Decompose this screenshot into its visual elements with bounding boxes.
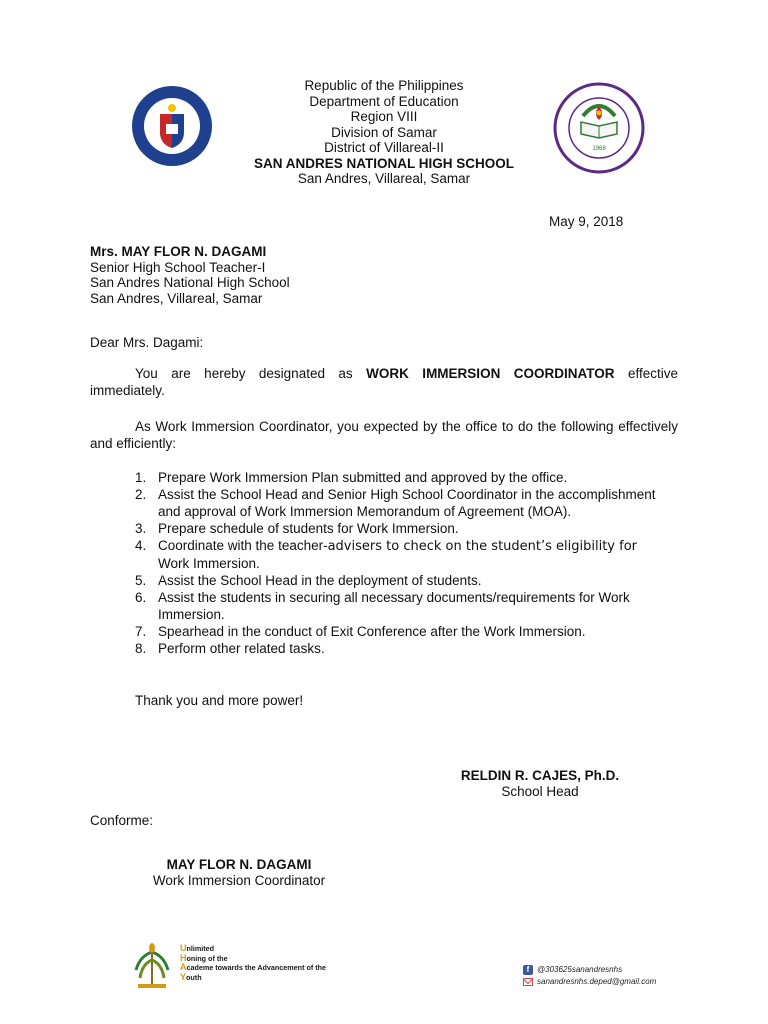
- acronym-word: outh: [186, 972, 202, 982]
- list-item: [135, 537, 675, 572]
- acronym-letter: U: [180, 943, 187, 953]
- recipient-name: Mrs. MAY FLOR N. DAGAMI: [90, 244, 267, 259]
- school-seal-logo: [553, 82, 645, 174]
- acronym-line: [180, 973, 326, 983]
- facebook-contact: [523, 964, 656, 976]
- list-item-text: Perform other related tasks.: [158, 641, 325, 656]
- conformer-name: MAY FLOR N. DAGAMI: [166, 857, 312, 872]
- email-address[interactable]: sanandresnhs.deped@gmail.com: [537, 977, 657, 986]
- acronym-letter: Y: [180, 971, 187, 982]
- list-item-text-part: Coordinate with the teacher-: [158, 538, 328, 553]
- school-name: SAN ANDRES NATIONAL HIGH SCHOOL: [253, 155, 514, 171]
- facebook-icon: f: [523, 965, 533, 975]
- signatory-title: School Head: [501, 784, 579, 799]
- list-item: [135, 469, 675, 486]
- list-item-number: 3.: [135, 521, 147, 536]
- list-item-text-part: advisers to check on the student’s eligibility for: [327, 539, 638, 554]
- list-item-text: Assist the School Head and Senior High School Coordinator in the accomplishment and approval of Work Immersion Memorandum of Agreement (MOA).: [158, 487, 656, 519]
- signatory-block: [420, 768, 660, 800]
- school-address: San Andres, Villareal, Samar: [297, 171, 471, 186]
- uhay-logo: [126, 940, 178, 992]
- list-item-number: 6.: [135, 590, 147, 605]
- list-item-number: 5.: [135, 573, 147, 588]
- letterhead-line: District of Villareal-II: [324, 140, 444, 155]
- list-item-text: Assist the School Head in the deployment of students.: [158, 573, 482, 588]
- letterhead-line: Region VIII: [350, 109, 418, 124]
- mail-icon: [523, 978, 533, 986]
- salutation: Dear Mrs. Dagami:: [90, 335, 204, 350]
- list-item-text: Prepare Work Immersion Plan submitted and approved by the office.: [158, 470, 568, 485]
- list-item: [135, 589, 675, 623]
- recipient-school: San Andres National High School: [90, 275, 290, 290]
- letterhead-line: Republic of the Philippines: [304, 78, 464, 93]
- list-item-text-part: Work Immersion.: [158, 556, 260, 571]
- designation-paragraph: [90, 365, 678, 399]
- conformer-block: [124, 857, 354, 889]
- list-item-number: 8.: [135, 641, 147, 656]
- list-item: [135, 572, 675, 589]
- list-item-number: 4.: [135, 538, 147, 553]
- acronym-word: cademe towards the Advancement of the: [186, 963, 327, 973]
- conformer-title: Work Immersion Coordinator: [152, 873, 326, 888]
- acronym-line: [180, 954, 326, 964]
- acronym-word: oning of the: [186, 953, 228, 963]
- duties-list: [135, 469, 675, 657]
- closing-line: Thank you and more power!: [135, 693, 304, 708]
- list-item-text: Spearhead in the conduct of Exit Conference after the Work Immersion.: [158, 624, 586, 639]
- list-item: [135, 520, 675, 537]
- email-contact: [523, 976, 656, 988]
- list-item-text: Assist the students in securing all necessary documents/requirements for Work Immersion.: [158, 590, 630, 622]
- list-item-number: 7.: [135, 624, 147, 639]
- designation-text: You are hereby designated as: [135, 366, 367, 381]
- list-item: [135, 640, 675, 657]
- list-item-number: 1.: [135, 470, 147, 485]
- acronym-line: [180, 944, 326, 954]
- recipient-position: Senior High School Teacher-I: [90, 259, 266, 275]
- conforme-label: Conforme:: [90, 813, 154, 828]
- designation-title: WORK IMMERSION COORDINATOR: [366, 366, 615, 381]
- letterhead: [0, 78, 768, 187]
- duties-intro-text: As Work Immersion Coordinator, you expected by the office to do the following effectively and efficiently:: [90, 419, 678, 451]
- facebook-handle[interactable]: @303625sanandresnhs: [537, 965, 623, 974]
- letterhead-line: Division of Samar: [331, 124, 437, 140]
- letter-date: May 9, 2018: [549, 214, 624, 229]
- recipient-block: [90, 244, 290, 306]
- list-item-text: [158, 537, 675, 572]
- recipient-address: San Andres, Villareal, Samar: [90, 290, 263, 306]
- acronym-letter: H: [180, 952, 187, 963]
- acronym-letter: A: [180, 962, 187, 973]
- duties-intro-paragraph: [90, 418, 678, 452]
- acronym-word: nlimited: [186, 944, 215, 953]
- letterhead-line: Department of Education: [309, 93, 459, 109]
- list-item: [135, 486, 675, 520]
- list-item-number: 2.: [135, 487, 147, 502]
- contact-info: [523, 964, 656, 988]
- uhay-acronym: [180, 944, 326, 982]
- list-item-text: Prepare schedule of students for Work Immersion.: [158, 521, 459, 536]
- acronym-line: [180, 963, 326, 973]
- seal-year: 1968: [592, 146, 606, 152]
- designation-text-end: effective immediately.: [90, 366, 678, 398]
- list-item: [135, 623, 675, 640]
- signatory-name: RELDIN R. CAJES, Ph.D.: [460, 768, 620, 783]
